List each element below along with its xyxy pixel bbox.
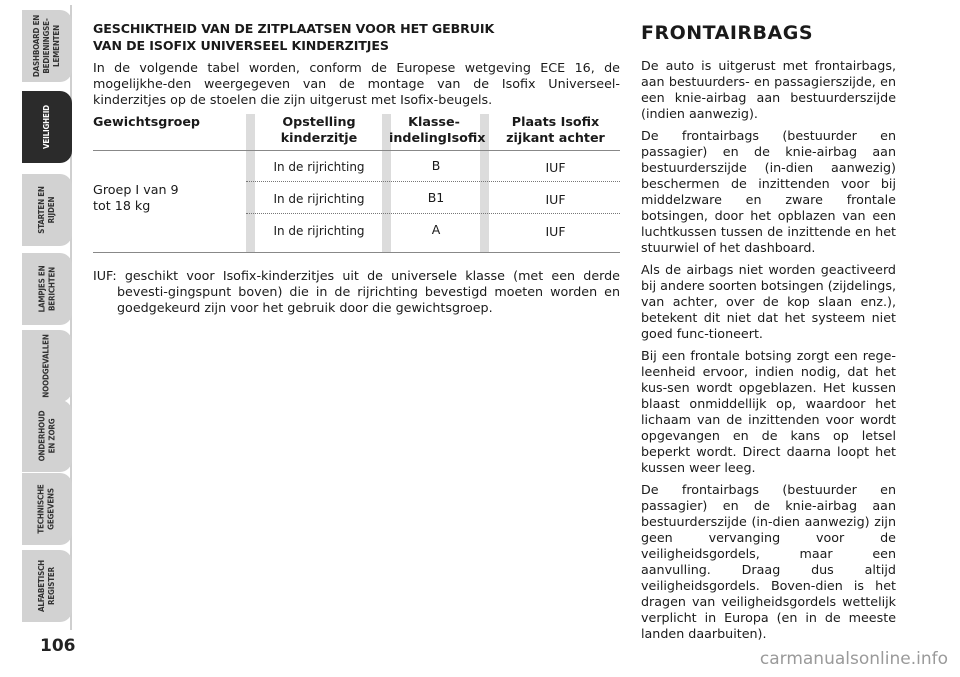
row-3-position: In de rijrichting bbox=[273, 224, 365, 238]
isofix-section bbox=[93, 20, 620, 329]
header-position-line-2: kinderzitje bbox=[280, 130, 358, 145]
tab-label: STARTEN EN RIJDEN bbox=[37, 186, 56, 234]
header-class-line-2: indelingIsofix bbox=[389, 130, 486, 145]
row-3-class: A bbox=[431, 222, 441, 237]
paragraph: Als de airbags niet worden geactiveerd bij andere soorten botsingen (zijdelings, van achter, over de kop slaan enz.), betekent dit niet dat het systeem niet goed func-tioneert. bbox=[641, 262, 897, 341]
tab-veiligheid[interactable] bbox=[22, 91, 72, 163]
tab-label: LAMPJES EN BERICHTEN bbox=[36, 265, 56, 313]
header-position-line-1: Opstelling bbox=[282, 114, 356, 129]
row-divider bbox=[246, 213, 620, 214]
row-2-place: IUF bbox=[545, 192, 566, 207]
header-group: Gewichtsgroep bbox=[93, 114, 201, 129]
tab-technische[interactable] bbox=[22, 473, 72, 545]
header-class bbox=[389, 114, 486, 146]
tab-label: VEILIGHEID bbox=[42, 105, 51, 149]
frontairbags-title: FRONTAIRBAGS bbox=[641, 22, 814, 44]
paragraph: De auto is uitgerust met frontairbags, aan bestuurders- en passagierszijde, en een knie-airbag aan bestuurderszijde (indien aanwezig). bbox=[641, 58, 896, 121]
isofix-table bbox=[93, 114, 620, 264]
header-position bbox=[258, 114, 380, 146]
header-place-line-2: zijkant achter bbox=[506, 130, 605, 145]
paragraph: Bij een frontale botsing zorgt een rege-leenheid ervoor, indien nodig, dat het kus-sen wordt opgeblazen. Het kussen blaast onmiddellijk op, waardoor het lichaam van de inzittenden voor wordt opgevangen en de kans op letsel beperkt wordt. Direct daarna loopt het kussen weer leeg. bbox=[641, 348, 896, 475]
tab-label: ALFABETISCH REGISTER bbox=[37, 559, 57, 613]
row-2-position: In de rijrichting bbox=[273, 192, 365, 206]
tab-dashboard[interactable] bbox=[22, 10, 72, 82]
group-cell bbox=[93, 182, 179, 214]
tab-onderhoud[interactable] bbox=[22, 400, 72, 472]
tab-noodgevallen[interactable] bbox=[22, 330, 72, 402]
paragraph: De frontairbags (bestuurder en passagier) en de knie-airbag aan bestuurderszijde (in-dien aanwezig) zijn geen vervanging voor de veiligheidsgordels, maar een aanvulling. Draag dus altijd veiligheidsgordels. Boven-dien is het dragen van veiligheidsgordels wettelijk verplicht in Europa (en in de meeste landen daarbuiten). bbox=[641, 482, 896, 641]
row-divider bbox=[246, 181, 620, 182]
paragraph: De frontairbags (bestuurder en passagier) en de knie-airbag aan bestuurderszijde (in-dien aanwezig) beschermen de inzittenden voor bij middelzware en zware frontale botsingen, door het opblazen van een luchtkussen tussen de inzittende en het stuurwiel of het dashboard. bbox=[641, 128, 896, 255]
row-3-place: IUF bbox=[545, 224, 566, 239]
heading-line-1: GESCHIKTHEID VAN DE ZITPLAATSEN VOOR HET GEBRUIK bbox=[93, 21, 495, 36]
heading-line-2: VAN DE ISOFIX UNIVERSEEL KINDERZITJES bbox=[93, 38, 389, 53]
page-number: 106 bbox=[40, 636, 76, 656]
header-class-line-1: Klasse- bbox=[408, 114, 460, 129]
group-line-2: tot 18 kg bbox=[93, 198, 151, 213]
header-divider bbox=[93, 150, 620, 151]
watermark: carmanualsonline.info bbox=[759, 649, 948, 669]
row-1-class: B bbox=[431, 158, 441, 173]
table-bottom-rule bbox=[93, 252, 620, 253]
group-line-1: Groep I van 9 bbox=[93, 182, 179, 197]
tab-label: TECHNISCHE GEGEVENS bbox=[37, 484, 56, 534]
column-separator bbox=[246, 114, 255, 252]
tab-register[interactable] bbox=[22, 550, 72, 622]
intro-paragraph: In de volgende tabel worden, conform de Europese wetgeving ECE 16, de mogelijkhe-den weergegeven van de montage van de Isofix Universeel-kinderzitjes op de stoelen die zijn uitgerust met Isofix-beugels. bbox=[93, 60, 620, 107]
header-place bbox=[491, 114, 620, 146]
tab-starten[interactable] bbox=[22, 174, 72, 246]
tab-lampjes[interactable] bbox=[22, 253, 72, 325]
row-1-place: IUF bbox=[545, 160, 566, 175]
section-heading bbox=[93, 20, 620, 54]
tab-label: ONDERHOUD EN ZORG bbox=[37, 410, 56, 462]
section-tabs bbox=[0, 0, 72, 640]
row-1-position: In de rijrichting bbox=[273, 160, 365, 174]
tab-label: NOODGEVALLEN bbox=[42, 334, 51, 398]
iuf-note: IUF: geschikt voor Isofix-kinderzitjes uit de universele klasse (met een derde bevesti-gingspunt boven) die in de rijrichting bevestigd moeten worden en goedgekeurd zijn voor het gebruik door die gewichtsgroep. bbox=[93, 268, 620, 315]
tab-label: DASHBOARD EN BEDIENINGSE- LEMENTEN bbox=[32, 14, 61, 78]
header-place-line-1: Plaats Isofix bbox=[511, 114, 600, 129]
row-2-class: B1 bbox=[427, 190, 445, 205]
frontairbags-section bbox=[641, 22, 896, 648]
